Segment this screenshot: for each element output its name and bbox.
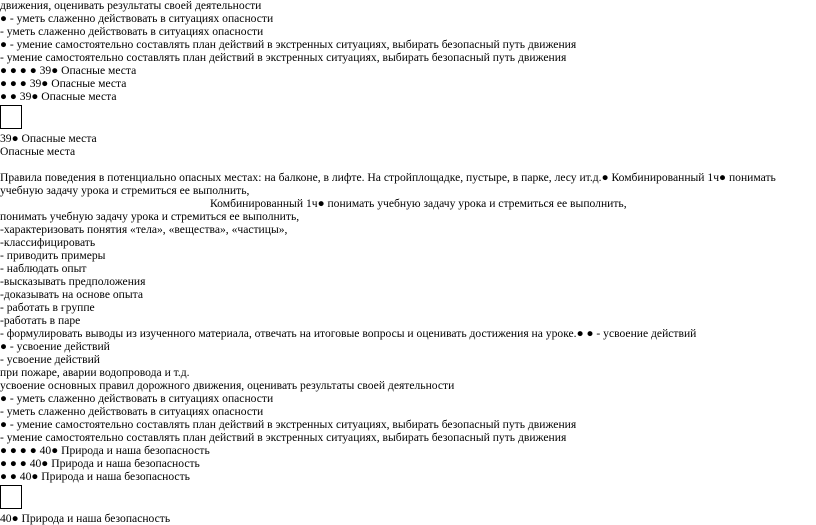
text-line: -характеризовать понятия «тела», «вещества», «частицы»,: [0, 223, 288, 236]
text-line: ● - умение самостоятельно составлять план действий в экстренных ситуациях, выбирать безопасный путь движения: [0, 418, 577, 431]
text-line: ● - уметь слаженно действовать в ситуациях опасности: [0, 392, 274, 405]
text-line: движения, оценивать результаты своей деятельности: [0, 0, 262, 12]
text-line: - формулировать выводы из изученного материала, отвечать на итоговые вопросы и оценивать достижения на уроке.● ● - усвоение действий: [0, 327, 697, 340]
text-line: ● - умение самостоятельно составлять план действий в экстренных ситуациях, выбирать безопасный путь движения: [0, 38, 577, 51]
text-line: ● - усвоение действий: [0, 340, 110, 353]
text-line: усвоение основных правил дорожного движения, оценивать результаты своей деятельности: [0, 379, 455, 392]
text-line: понимать учебную задачу урока и стремиться ее выполнить,: [0, 210, 300, 223]
text-line: -доказывать на основе опыта: [0, 288, 144, 301]
text-line: ● ● 40● Природа и наша безопасность: [0, 470, 190, 483]
text-line: ● ● ● 40● Природа и наша безопасность: [0, 457, 200, 470]
text-line: - наблюдать опыт: [0, 262, 87, 275]
text-line: 39● Опасные места: [0, 132, 97, 145]
text-line: ● ● ● ● 39● Опасные места: [0, 64, 137, 77]
text-line: ● ● 39● Опасные места: [0, 90, 117, 103]
text-line: ● ● ● 39● Опасные места: [0, 77, 127, 90]
text-line: - уметь слаженно действовать в ситуациях опасности: [0, 25, 264, 38]
empty-image-placeholder: [0, 485, 22, 509]
text-line: - умение самостоятельно составлять план действий в экстренных ситуациях, выбирать безопасный путь движения: [0, 51, 567, 64]
text-line: - усвоение действий: [0, 353, 100, 366]
spacer: [0, 158, 816, 171]
text-line: 40● Природа и наша безопасность: [0, 512, 171, 525]
text-line: -высказывать предположения: [0, 275, 146, 288]
text-line: - умение самостоятельно составлять план действий в экстренных ситуациях, выбирать безопасный путь движения: [0, 431, 567, 444]
text-line: при пожаре, аварии водопровода и т.д.: [0, 366, 190, 379]
empty-image-placeholder: [0, 105, 22, 129]
text-line: Опасные места: [0, 145, 76, 158]
paragraph: Правила поведения в потенциально опасных местах: на балконе, в лифте. На стройплощадке, пустыре, в парке, лесу ит.д.● Комбинированный 1ч● понимать учебную задачу урока и стремиться ее выполнить,: [0, 171, 776, 197]
text-line: -классифицировать: [0, 236, 96, 249]
text-line: - работать в группе: [0, 301, 95, 314]
text-line: -работать в паре: [0, 314, 81, 327]
text-line: ● ● ● ● 40● Природа и наша безопасность: [0, 444, 210, 457]
centered-line: Комбинированный 1ч● понимать учебную задачу урока и стремиться ее выполнить,: [210, 197, 627, 210]
text-line: - приводить примеры: [0, 249, 106, 262]
text-line: - уметь слаженно действовать в ситуациях опасности: [0, 405, 264, 418]
text-line: ● - уметь слаженно действовать в ситуациях опасности: [0, 12, 274, 25]
